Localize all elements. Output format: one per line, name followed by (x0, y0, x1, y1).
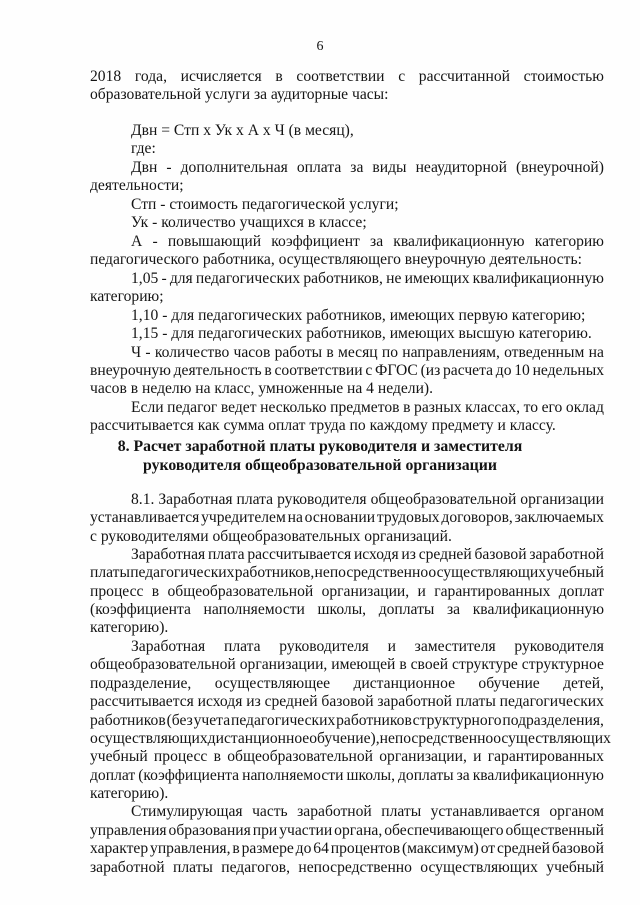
text-line (90, 713, 604, 729)
word: школы, (346, 767, 395, 784)
word: трудовых (376, 509, 440, 526)
word: при (252, 822, 278, 839)
word: в (275, 68, 283, 85)
word: размере (241, 840, 294, 857)
text-line: рассчитывается как сумма оплат труда по каждому предмету и классу. (90, 417, 556, 434)
word: Ч (131, 344, 142, 361)
text-line (90, 694, 604, 710)
word: - (152, 233, 158, 250)
word: несколько (260, 399, 327, 416)
text-line: категорию). (90, 785, 169, 802)
word: и (417, 583, 426, 600)
word: в (151, 583, 160, 600)
word: соответствии (296, 68, 385, 85)
word: наполняемости (203, 601, 305, 618)
word: отведенным (504, 344, 585, 361)
word: учебный (546, 564, 604, 581)
text-line (90, 657, 604, 673)
word: из (401, 546, 416, 563)
text-line: 1,10 - для педагогических работников, имеющих первую категорию; (131, 307, 586, 324)
word: Заработная (131, 546, 206, 563)
word: заключаемых (514, 509, 604, 526)
word: подразделение, (90, 675, 192, 692)
word: Заработная (131, 638, 206, 655)
word: заместителя (414, 638, 496, 655)
word: устанавливается (430, 803, 540, 820)
text-line (90, 676, 604, 692)
word: в (232, 840, 240, 857)
word: (без (166, 712, 193, 729)
word: неаудиторной (415, 159, 507, 176)
word: внеурочную (90, 362, 171, 379)
word: Если (131, 399, 164, 416)
word: платы (455, 693, 496, 710)
word: руководителя (514, 638, 604, 655)
word: плата (236, 491, 274, 508)
word: рассчитанной (418, 68, 510, 85)
word: доплаты (378, 601, 435, 618)
word: 2018 (90, 68, 122, 85)
word: в (213, 748, 221, 765)
word: имеющих (404, 270, 470, 287)
word: от (480, 840, 496, 857)
text-line: где: (131, 140, 156, 157)
text-line (90, 860, 604, 876)
word: ФГОС (375, 362, 418, 379)
word: оплата (296, 159, 342, 176)
word: процентов (330, 840, 401, 857)
word: осуществляющих (428, 564, 547, 581)
word: за (350, 159, 364, 176)
text-line: образовательной услуги за аудиторные часы: (90, 86, 389, 103)
word: наполняемости (242, 767, 344, 784)
word: подразделения, (502, 712, 604, 729)
word: дополнительная (180, 159, 288, 176)
text-line (90, 363, 604, 379)
word: (коэффициента (90, 601, 191, 618)
word: педагогических (499, 693, 604, 710)
text-line (131, 547, 604, 563)
text-line (131, 639, 604, 655)
word: в (264, 362, 272, 379)
word: заработной (529, 546, 604, 563)
word: расчета (443, 362, 494, 379)
word: педагогических (130, 564, 235, 581)
text-line: категорию). (90, 619, 169, 636)
word: общеобразовательной (227, 748, 373, 765)
word: коэффициент (271, 233, 360, 250)
word: своей (410, 656, 449, 673)
word: из (246, 693, 261, 710)
word: разных (414, 399, 462, 416)
word: управления, (150, 840, 231, 857)
word: базовой (551, 840, 604, 857)
word: работников (336, 712, 412, 729)
word: педагогов, (221, 859, 291, 876)
word: 1,05 (131, 270, 159, 287)
word: работников, (234, 564, 315, 581)
word: имеющей (331, 656, 396, 673)
word: педагогических (195, 270, 301, 287)
word: осуществляющее (214, 675, 331, 692)
word: общеобразовательной (167, 583, 314, 600)
text-line (90, 823, 604, 839)
word: с (398, 68, 406, 85)
word: в (326, 344, 334, 361)
word: организации, (379, 748, 467, 765)
word: базовой (321, 693, 374, 710)
word: виды (372, 159, 407, 176)
word: до (495, 362, 512, 379)
word: исходя (353, 546, 399, 563)
word: образования (168, 822, 251, 839)
word: работы (274, 344, 323, 361)
word: средней (418, 546, 472, 563)
word: часов (233, 344, 271, 361)
text-line: с руководителями общеобразовательных организаций. (90, 528, 452, 545)
word: 10 (514, 362, 530, 379)
word: месяц (337, 344, 378, 361)
word: обучение), (309, 730, 380, 747)
word: - (161, 270, 167, 287)
word: педагогических (230, 712, 336, 729)
text-line (131, 400, 604, 416)
word: средней (264, 693, 318, 710)
word: осуществляющих (90, 730, 208, 747)
word: рассчитывается (247, 546, 352, 563)
word: основании (304, 509, 376, 526)
word: работников (90, 712, 166, 729)
word: за (370, 233, 384, 250)
word: заработной (90, 859, 165, 876)
word: недельных (532, 362, 604, 379)
text-line: деятельности; (90, 177, 184, 194)
text-line (90, 730, 611, 747)
text-line (90, 602, 604, 618)
word: платы (90, 564, 130, 581)
word: (внеурочной) (515, 159, 604, 176)
word: Заработная (158, 491, 233, 508)
page-number: 6 (316, 39, 324, 54)
word: стоимостью (523, 68, 604, 85)
text-line: часов в неделю на класс, умноженные на 4 недели). (90, 380, 434, 397)
word: обучение (478, 675, 540, 692)
word: управления (90, 822, 167, 839)
word: руководителя (279, 638, 369, 655)
word: - (166, 159, 172, 176)
word: рассчитывается (90, 693, 194, 710)
word: А (131, 233, 143, 250)
word: органом (549, 803, 604, 820)
word: доплаты (397, 767, 454, 784)
word: не (386, 270, 402, 287)
word: оклад (565, 399, 604, 416)
text-line: Ук - количество учащихся в классе; (131, 214, 367, 231)
word: общеобразовательной (370, 491, 517, 508)
word: общеобразовательной (90, 656, 236, 673)
word: платы (172, 859, 213, 876)
word: (коэффициента (138, 767, 240, 784)
word: исчисляется (180, 68, 262, 85)
text-line: Двн = Стп х Ук х А х Ч (в месяц), (131, 122, 354, 139)
word: квалификационную (472, 270, 604, 287)
word: гарантированных (434, 583, 551, 600)
word: характер (90, 840, 149, 857)
word: обеспечивающего (384, 822, 504, 839)
word: (максимум) (401, 840, 479, 857)
text-line (90, 565, 604, 581)
word: соответствии (274, 362, 363, 379)
text-line (90, 584, 604, 600)
word: структурное (521, 656, 604, 673)
word: школы, (317, 601, 367, 618)
word: заработной (377, 693, 453, 710)
word: квалификационную (472, 767, 604, 784)
word: деятельность (173, 362, 262, 379)
text-line (131, 160, 604, 176)
word: ведет (220, 399, 257, 416)
text-line: категорию; (90, 288, 164, 305)
word: непосредственно (379, 730, 494, 747)
word: с (365, 362, 373, 379)
word: дистанционное (353, 675, 456, 692)
word: Двн (131, 159, 158, 176)
word: предметов (330, 399, 400, 416)
word: 64 (313, 840, 329, 857)
word: гарантированных (487, 748, 604, 765)
word: Стимулирующая (131, 803, 243, 820)
word: до (295, 840, 312, 857)
word: педагог (167, 399, 218, 416)
word: количество (154, 344, 230, 361)
text-line (131, 492, 604, 508)
word: часть (252, 803, 288, 820)
word: учета (193, 712, 231, 729)
section-heading-line-2: руководителя общеобразовательной организации (143, 457, 497, 474)
word: на (287, 509, 303, 526)
text-line (90, 749, 604, 765)
word: руководителя (277, 491, 367, 508)
word: направлениям, (402, 344, 500, 361)
word: устанавливается (90, 509, 200, 526)
word: органа, (334, 822, 383, 839)
word: и (473, 748, 482, 765)
word: учредителем (201, 509, 286, 526)
word: базовой (474, 546, 527, 563)
section-heading-line-1: 8. Расчет заработной платы руководителя и заместителя (117, 438, 523, 455)
word: и (387, 638, 396, 655)
text-line (131, 271, 604, 287)
word: осуществляющих (420, 859, 538, 876)
text-line (90, 69, 604, 85)
text-line: 1,15 - для педагогических работников, имеющих высшую категорию. (131, 325, 592, 342)
word: организации (520, 491, 604, 508)
word: процесс (153, 748, 208, 765)
word: структуре (452, 656, 518, 673)
word: по (381, 344, 398, 361)
text-line (90, 510, 604, 526)
word: участии (279, 822, 333, 839)
text-line (90, 841, 604, 857)
word: 8.1. (131, 491, 155, 508)
word: дистанционное (207, 730, 310, 747)
word: плата (208, 546, 245, 563)
word: квалификационную (472, 601, 604, 618)
word: заработной (297, 803, 372, 820)
word: года, (134, 68, 167, 85)
word: его (541, 399, 563, 416)
text-line: Стп - стоимость педагогической услуги; (131, 196, 399, 213)
text-line (131, 234, 604, 250)
word: (из (420, 362, 441, 379)
word: непосредственно (298, 859, 412, 876)
text-line: педагогического работника, осуществляющего внеурочную деятельность: (90, 251, 582, 268)
word: осуществляющих (493, 730, 611, 747)
word: процесс (90, 583, 144, 600)
word: учебный (90, 748, 148, 765)
word: повышающий (167, 233, 262, 250)
word: организации, (239, 656, 328, 673)
word: детей, (563, 675, 604, 692)
word: доплат (90, 767, 136, 784)
word: за (456, 767, 470, 784)
word: плата (223, 638, 261, 655)
word: в (403, 399, 411, 416)
word: доплат (558, 583, 604, 600)
word: категорию (534, 233, 604, 250)
word: для (169, 270, 193, 287)
text-line (131, 804, 604, 820)
word: за (447, 601, 461, 618)
word: общественный (505, 822, 604, 839)
word: - (145, 344, 151, 361)
word: структурного (412, 712, 502, 729)
word: в (399, 656, 407, 673)
word: на (588, 344, 604, 361)
text-line (90, 768, 604, 784)
word: платы (381, 803, 422, 820)
text-line (131, 345, 604, 361)
word: непосредственно (314, 564, 429, 581)
word: классах, (465, 399, 521, 416)
word: организации, (321, 583, 410, 600)
word: исходя (197, 693, 243, 710)
word: квалификационную (393, 233, 525, 250)
word: средней (496, 840, 550, 857)
word: учебный (546, 859, 604, 876)
word: то (523, 399, 539, 416)
word: договоров, (441, 509, 513, 526)
word: работников, (303, 270, 383, 287)
